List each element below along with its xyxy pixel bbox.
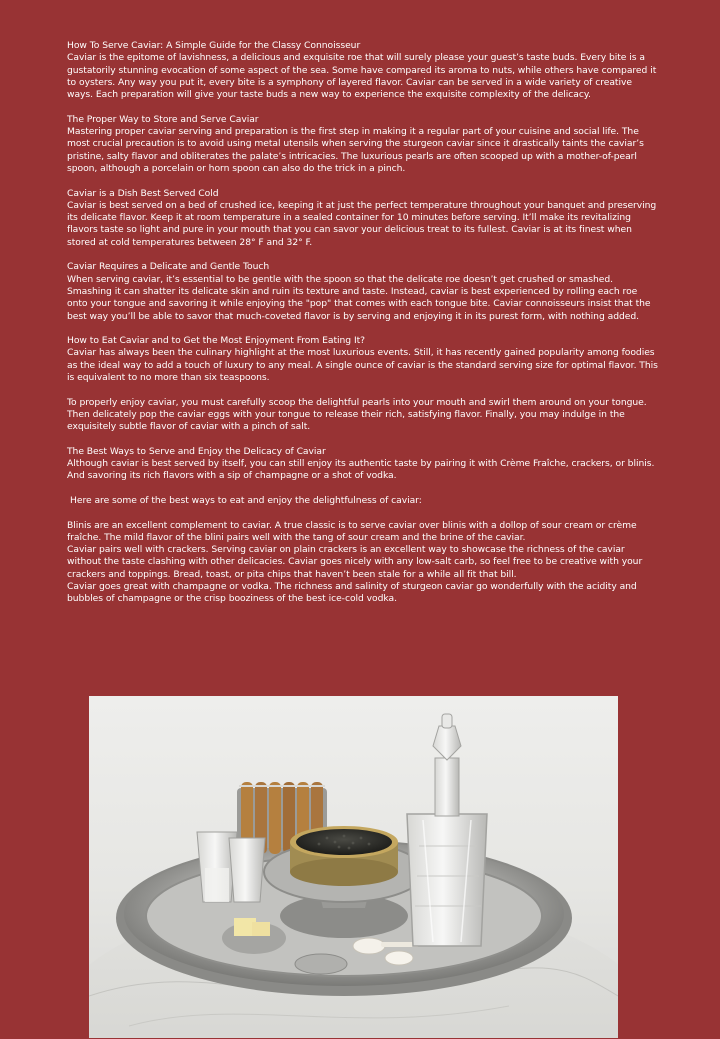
vodka-decanter [407, 714, 487, 946]
serving-list [67, 520, 659, 606]
section-body: When serving caviar, it’s essential to be gentle with the spoon so that the delicate roe doesn’t get crushed or smashed. Smashing it can shatter its delicate skin and ruin its texture and taste. Instead, caviar is best experienced by rolling each roe onto your tongue and savoring it while enjoying the "pop" that comes with each tongue bite. Caviar connoisseurs insist that the best way you’ll be able to savor that much-coveted flavor is by serving and enjoying it in its purest form, with nothing added. [67, 273, 651, 322]
section-heading: Caviar Requires a Delicate and Gentle Touch [67, 261, 270, 273]
shot-glasses [197, 832, 265, 902]
section-body: Although caviar is best served by itself, you can still enjoy its authentic taste by pairing it with Crème Fraîche, crackers, or blinis. And savoring its rich flavors with a sip of champagne or a shot of vodka. [67, 458, 655, 482]
section-heading: Caviar is a Dish Best Served Cold [67, 187, 219, 199]
list-item: Caviar pairs well with crackers. Serving caviar on plain crackers is an excellent way to showcase the richness of the caviar without the taste clashing with other delicacies. Caviar goes nicely with any low-salt carb, so feel free to be creative with your crackers and toppings. Bread, toast, or pita chips that haven’t been stale for a while all fit that bill. [67, 544, 643, 580]
section-body: Mastering proper caviar serving and preparation is the first step in making it a regular part of your cuisine and social life. The most crucial precaution is to avoid using metal utensils when serving the sturgeon caviar since it drastically taints the caviar’s pristine, salty flavor and obliterates the palate’s intricacies. The luxurious pearls are often scooped up with a mother-of-pearl spoon, although a porcelain or horn spoon can also do the trick in a pinch. [67, 126, 644, 174]
caviar-tray-illustration [89, 696, 618, 1038]
list-item: Blinis are an excellent complement to caviar. A true classic is to serve caviar over blinis with a dollop of sour cream or crème fraîche. The mild flavor of the blini pairs well with the tang of sour cream and the brine of the caviar. [67, 519, 637, 543]
section-heading: The Proper Way to Store and Serve Caviar [67, 113, 259, 125]
section-enjoy-caviar [67, 397, 659, 434]
section-gentle-touch [67, 261, 659, 322]
section-heading: How To Serve Caviar: A Simple Guide for the Classy Connoisseur [67, 40, 361, 51]
section-served-cold [67, 188, 659, 249]
section-how-to-serve [67, 40, 659, 101]
section-body: Caviar is best served on a bed of crushed ice, keeping it at just the perfect temperature throughout your banquet and preserving its delicate flavor. Keep it at room temperature in a sealed container for 10 minutes before serving. It’ll make its revitalizing flavors taste so light and pure in your mouth that you can savor your delicious treat to its fullest. Caviar is at its finest when stored at cold temperatures between 28° F and 32° F. [67, 199, 657, 248]
section-body: Caviar is the epitome of lavishness, a delicious and exquisite roe that will surely please your guest’s taste buds. Every bite is a gustatorily stunning evocation of some aspect of the sea. Some have compared its aroma to nuts, while others have compared it to oysters. Any way you put it, every bite is a symphony of layered flavor. Caviar can be served in a wide variety of creative ways. Each preparation will give your taste buds a new way to experience the exquisite complexity of the delicacy. [67, 52, 657, 101]
caviar-photo [89, 696, 618, 1038]
section-how-to-eat [67, 335, 659, 384]
section-heading: The Best Ways to Serve and Enjoy the Delicacy of Caviar [67, 445, 326, 457]
list-item: Caviar goes great with champagne or vodka. The richness and salinity of sturgeon caviar go wonderfully with the acidity and bubbles of champagne or the crisp booziness of the best ice-cold vodka. [67, 581, 637, 605]
section-body: To properly enjoy caviar, you must carefully scoop the delightful pearls into your mouth and swirl them around on your tongue. Then delicately pop the caviar eggs with your tongue to release their rich, satisfying flavor. Finally, you may indulge in the exquisitely subtle flavor of caviar with a pinch of salt. [67, 396, 647, 433]
section-store-and-serve [67, 114, 659, 175]
article [67, 40, 659, 618]
section-best-ways [67, 446, 659, 483]
section-body: Caviar has always been the culinary highlight at the most luxurious events. Still, it has recently gained popularity among foodies as the ideal way to add a touch of luxury to any meal. A single ounce of caviar is the standard serving size for optimal flavor. This is equivalent to no more than six teaspoons. [67, 347, 658, 384]
section-heading: How to Eat Caviar and to Get the Most Enjoyment From Eating It? [67, 335, 366, 347]
intro-line: Here are some of the best ways to eat and enjoy the delightfulness of caviar: [70, 494, 422, 506]
